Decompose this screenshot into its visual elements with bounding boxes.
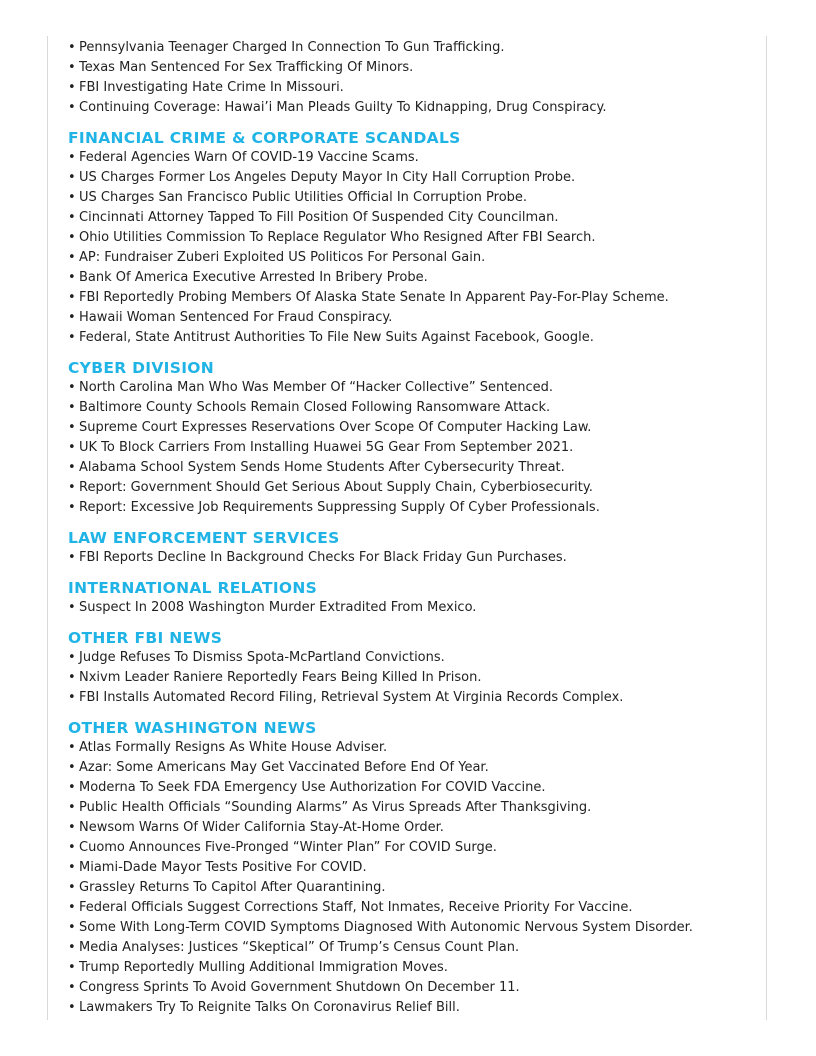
bullet-icon: • [68,600,76,615]
news-item-link[interactable] [68,598,758,618]
bullet-icon: • [68,480,76,495]
news-item-text[interactable]: Pennsylvania Teenager Charged In Connection To Gun Trafficking. [79,40,505,55]
news-item-link[interactable] [68,858,758,878]
bullet-icon: • [68,880,76,895]
news-item-link[interactable] [68,778,758,798]
news-item-text[interactable]: FBI Reportedly Probing Members Of Alaska State Senate In Apparent Pay-For-Play Scheme. [79,290,669,305]
news-item-link[interactable] [68,798,758,818]
news-item-link[interactable] [68,168,758,188]
news-item-text[interactable]: Media Analyses: Justices “Skeptical” Of Trump’s Census Count Plan. [79,940,520,955]
news-item-text[interactable]: Moderna To Seek FDA Emergency Use Authorization For COVID Vaccine. [79,780,546,795]
bullet-icon: • [68,80,76,95]
bullet-icon: • [68,60,76,75]
news-item-text[interactable]: Federal Officials Suggest Corrections Staff, Not Inmates, Receive Priority For Vaccine. [79,900,633,915]
news-item-text[interactable]: AP: Fundraiser Zuberi Exploited US Politicos For Personal Gain. [79,250,486,265]
news-item-text[interactable]: North Carolina Man Who Was Member Of “Hacker Collective” Sentenced. [79,380,554,395]
news-item-link[interactable] [68,998,758,1018]
news-item-text[interactable]: Supreme Court Expresses Reservations Over Scope Of Computer Hacking Law. [79,420,592,435]
news-item-link[interactable] [68,288,758,308]
bullet-icon: • [68,400,76,415]
bullet-icon: • [68,230,76,245]
news-item-link[interactable] [68,648,758,668]
news-item-link[interactable] [68,688,758,708]
bullet-icon: • [68,440,76,455]
news-item-text[interactable]: FBI Reports Decline In Background Checks For Black Friday Gun Purchases. [79,550,567,565]
bullet-icon: • [68,980,76,995]
bullet-icon: • [68,920,76,935]
news-item-text[interactable]: Continuing Coverage: Hawai’i Man Pleads Guilty To Kidnapping, Drug Conspiracy. [79,100,607,115]
news-item-text[interactable]: Texas Man Sentenced For Sex Trafficking Of Minors. [79,60,414,75]
news-item-text[interactable]: Hawaii Woman Sentenced For Fraud Conspiracy. [79,310,393,325]
news-item-text[interactable]: Public Health Officials “Sounding Alarms” As Virus Spreads After Thanksgiving. [79,800,592,815]
news-item-text[interactable]: Atlas Formally Resigns As White House Adviser. [79,740,388,755]
bullet-icon: • [68,270,76,285]
news-section [68,578,758,618]
news-item-link[interactable] [68,78,758,98]
news-item-link[interactable] [68,898,758,918]
news-item-text[interactable]: Cincinnati Attorney Tapped To Fill Position Of Suspended City Councilman. [79,210,559,225]
news-item-link[interactable] [68,498,758,518]
news-item-text[interactable]: Federal Agencies Warn Of COVID-19 Vaccine Scams. [79,150,419,165]
news-item-link[interactable] [68,938,758,958]
section-heading: INTERNATIONAL RELATIONS [68,579,318,597]
news-item-link[interactable] [68,838,758,858]
news-item-text[interactable]: Report: Government Should Get Serious About Supply Chain, Cyberbiosecurity. [79,480,593,495]
bullet-icon: • [68,670,76,685]
news-section [68,528,758,568]
bullet-icon: • [68,210,76,225]
news-item-link[interactable] [68,918,758,938]
bullet-icon: • [68,380,76,395]
news-item-text[interactable]: Lawmakers Try To Reignite Talks On Coronavirus Relief Bill. [79,1000,460,1015]
news-item-text[interactable]: Baltimore County Schools Remain Closed Following Ransomware Attack. [79,400,551,415]
section-heading: OTHER WASHINGTON NEWS [68,719,317,737]
bullet-icon: • [68,420,76,435]
news-item-link[interactable] [68,978,758,998]
news-item-text[interactable]: Miami-Dade Mayor Tests Positive For COVID. [79,860,367,875]
news-item-text[interactable]: Azar: Some Americans May Get Vaccinated Before End Of Year. [79,760,489,775]
bullet-icon: • [68,740,76,755]
news-item-link[interactable] [68,148,758,168]
news-item-link[interactable] [68,378,758,398]
section-heading: LAW ENFORCEMENT SERVICES [68,529,340,547]
news-section [68,718,758,1018]
bullet-icon: • [68,40,76,55]
news-item-text[interactable]: Grassley Returns To Capitol After Quarantining. [79,880,386,895]
bullet-icon: • [68,780,76,795]
news-item-link[interactable] [68,438,758,458]
bullet-icon: • [68,690,76,705]
bullet-icon: • [68,860,76,875]
news-item-link[interactable] [68,398,758,418]
intro-news-list [68,38,758,118]
bullet-icon: • [68,960,76,975]
news-item-link[interactable] [68,738,758,758]
news-item-link[interactable] [68,758,758,778]
news-item-text[interactable]: Nxivm Leader Raniere Reportedly Fears Being Killed In Prison. [79,670,482,685]
news-sections [68,128,758,1018]
bullet-icon: • [68,820,76,835]
news-item-link[interactable] [68,228,758,248]
bullet-icon: • [68,310,76,325]
bullet-icon: • [68,460,76,475]
bullet-icon: • [68,550,76,565]
bullet-icon: • [68,250,76,265]
bullet-icon: • [68,500,76,515]
bullet-icon: • [68,170,76,185]
section-heading: CYBER DIVISION [68,359,215,377]
news-section [68,358,758,518]
news-item-link[interactable] [68,418,758,438]
news-item-link[interactable] [68,478,758,498]
news-item-text[interactable]: Bank Of America Executive Arrested In Bribery Probe. [79,270,428,285]
news-item-text[interactable]: Some With Long-Term COVID Symptoms Diagnosed With Autonomic Nervous System Disorder. [79,920,693,935]
news-item-text[interactable]: Report: Excessive Job Requirements Suppressing Supply Of Cyber Professionals. [79,500,600,515]
news-item-link[interactable] [68,38,758,58]
news-item-text[interactable]: US Charges Former Los Angeles Deputy Mayor In City Hall Corruption Probe. [79,170,576,185]
news-section [68,628,758,708]
bullet-icon: • [68,650,76,665]
news-section [68,128,758,348]
news-item-text[interactable]: FBI Installs Automated Record Filing, Retrieval System At Virginia Records Complex. [79,690,624,705]
bullet-icon: • [68,1000,76,1015]
bullet-icon: • [68,940,76,955]
news-item-text[interactable]: Alabama School System Sends Home Students After Cybersecurity Threat. [79,460,565,475]
news-item-link[interactable] [68,878,758,898]
news-item-link[interactable] [68,328,758,348]
news-item-link[interactable] [68,58,758,78]
news-item-text[interactable]: UK To Block Carriers From Installing Huawei 5G Gear From September 2021. [79,440,574,455]
news-item-link[interactable] [68,458,758,478]
news-item-text[interactable]: Congress Sprints To Avoid Government Shutdown On December 11. [79,980,520,995]
news-item-text[interactable]: Newsom Warns Of Wider California Stay-At-Home Order. [79,820,444,835]
section-heading: FINANCIAL CRIME & CORPORATE SCANDALS [68,129,461,147]
news-item-text[interactable]: Judge Refuses To Dismiss Spota-McPartland Convictions. [79,650,445,665]
section-heading: OTHER FBI NEWS [68,629,223,647]
news-item-text[interactable]: Ohio Utilities Commission To Replace Regulator Who Resigned After FBI Search. [79,230,596,245]
bullet-icon: • [68,100,76,115]
bullet-icon: • [68,760,76,775]
news-item-link[interactable] [68,308,758,328]
news-item-link[interactable] [68,208,758,228]
bullet-icon: • [68,900,76,915]
bullet-icon: • [68,150,76,165]
news-item-text[interactable]: Trump Reportedly Mulling Additional Immigration Moves. [79,960,448,975]
bullet-icon: • [68,840,76,855]
news-item-link[interactable] [68,268,758,288]
news-item-text[interactable]: US Charges San Francisco Public Utilities Official In Corruption Probe. [79,190,528,205]
news-item-link[interactable] [68,248,758,268]
news-item-link[interactable] [68,958,758,978]
bullet-icon: • [68,190,76,205]
bullet-icon: • [68,800,76,815]
news-item-link[interactable] [68,668,758,688]
news-briefing-content [68,38,758,1018]
news-item-link[interactable] [68,98,758,118]
news-item-text[interactable]: Cuomo Announces Five-Pronged “Winter Plan” For COVID Surge. [79,840,497,855]
news-item-link[interactable] [68,188,758,208]
bullet-icon: • [68,290,76,305]
news-item-link[interactable] [68,548,758,568]
news-item-text[interactable]: Federal, State Antitrust Authorities To File New Suits Against Facebook, Google. [79,330,594,345]
news-item-text[interactable]: Suspect In 2008 Washington Murder Extradited From Mexico. [79,600,477,615]
news-item-link[interactable] [68,818,758,838]
bullet-icon: • [68,330,76,345]
news-item-text[interactable]: FBI Investigating Hate Crime In Missouri. [79,80,344,95]
